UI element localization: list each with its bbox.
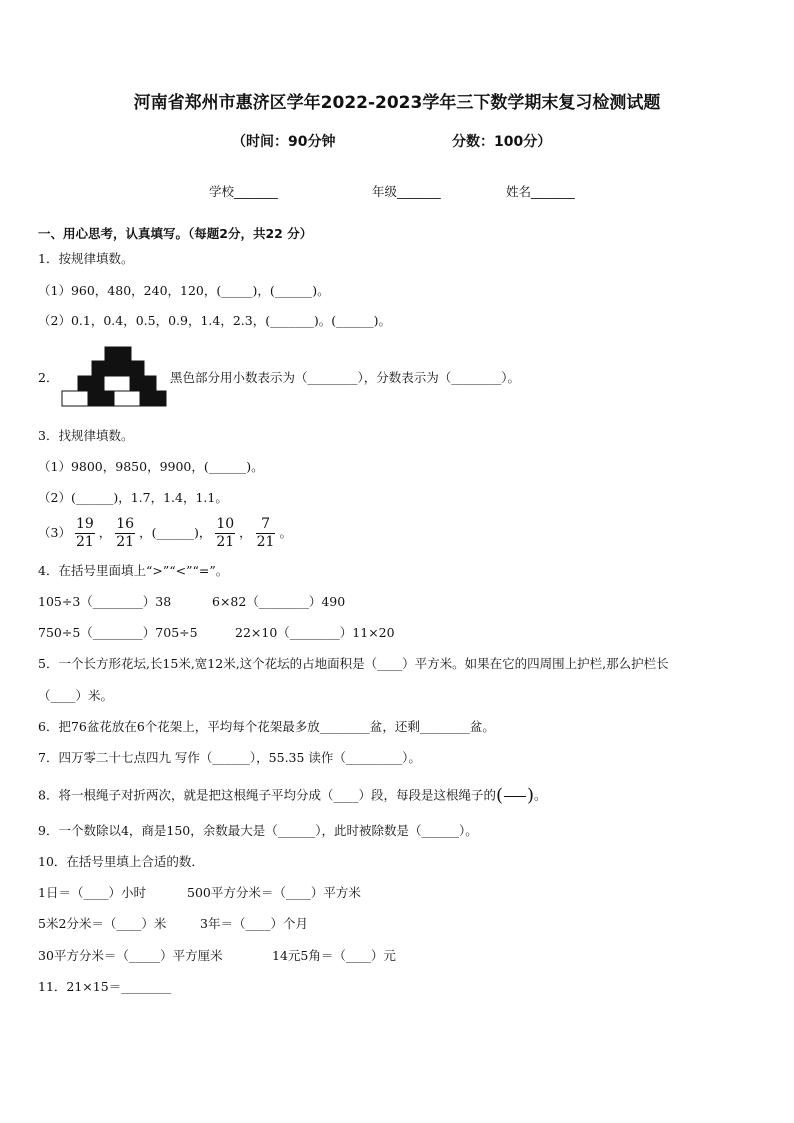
comma: ， (239, 525, 252, 540)
q4-compare-2b: 22×10（________）11×20 (235, 625, 395, 640)
grade-field: 年级_______ (372, 184, 441, 199)
q10-item-c: 5米2分米＝（____）米 (38, 916, 167, 931)
q4-compare-1a: 105÷3（________）38 (38, 594, 172, 609)
question-11: 11．21×15＝________ (38, 979, 172, 994)
question-3-part-1: （1）9800，9850，9900，(______)。 (38, 459, 264, 474)
question-8-text: 8．将一根绳子对折两次，就是把这根绳子平均分成（____）段，每段是这根绳子的 (38, 787, 496, 803)
total-score: 分数：100分） (452, 134, 552, 150)
q10-item-d: 3年＝（____）个月 (200, 916, 308, 931)
fraction-blank: ( ) (495, 785, 535, 806)
fraction-16-21: $\frac{16}{21}$ (116, 516, 135, 550)
question-1-part-2: （2）0.1，0.4，0.5，0.9，1.4，2.3，(_______)。(______)。 (38, 313, 391, 328)
question-8 (38, 787, 547, 805)
question-3-part-3 (38, 514, 292, 552)
question-1-part-1: （1）960，480，240，120，(_____)，(______)。 (38, 283, 330, 298)
section-heading: 一、用心思考，认真填写。（每题2分，共22 分） (38, 226, 313, 241)
q3-blank: ，(______)， (139, 525, 212, 540)
question-6: 6．把76盆花放在6个花架上，平均每个花架最多放________盆，还剩________盆。 (38, 719, 495, 734)
q10-item-a: 1日＝（____）小时 (38, 885, 146, 900)
period: 。 (279, 525, 292, 540)
question-2-text: 黑色部分用小数表示为（________），分数表示为（________）。 (170, 370, 521, 385)
q4-compare-2a: 750÷5（________）705÷5 (38, 625, 198, 640)
page-title: 河南省郑州市惠济区学年2022-2023学年三下数学期末复习检测试题 (133, 93, 661, 113)
period: 。 (534, 787, 547, 803)
question-5-line-2: （____）米。 (38, 688, 114, 703)
question-7: 7．四万零二十七点四九 写作（______），55.35 读作（_________）。 (38, 750, 421, 765)
question-4-stem: 4．在括号里面填上“>”“<”“=”。 (38, 563, 229, 578)
question-1-stem: 1．按规律填数。 (38, 251, 134, 266)
question-2-number: 2． (38, 370, 59, 385)
q10-item-b: 500平方分米＝（____）平方米 (187, 885, 361, 900)
school-field: 学校_______ (209, 184, 278, 199)
fraction-10-21: $\frac{10}{21}$ (216, 516, 235, 550)
name-field: 姓名_______ (506, 184, 575, 199)
q10-item-e: 30平方分米＝（_____）平方厘米 (38, 948, 223, 963)
q10-item-f: 14元5角＝（____）元 (272, 948, 396, 963)
question-3-stem: 3．找规律填数。 (38, 428, 134, 443)
q4-compare-1b: 6×82（________）490 (212, 594, 346, 609)
comma: ， (98, 525, 112, 540)
question-9: 9．一个数除以4，商是150，余数最大是（______），此时被除数是（______）。 (38, 823, 478, 838)
question-5-line-1: 5．一个长方形花坛,长15米,宽12米,这个花坛的占地面积是（____）平方米。如果在它的四周围上护栏,那么护栏长 (38, 656, 669, 671)
question-10-stem: 10．在括号里填上合适的数． (38, 854, 204, 869)
fraction-7-21: $\frac{7}{21}$ (256, 516, 275, 550)
time-limit: （时间：90分钟 (232, 134, 336, 150)
question-3-part-2: （2）(______)，1.7，1.4，1.1。 (38, 490, 228, 505)
fraction-19-21: $\frac{19}{21}$ (75, 516, 94, 550)
block-pyramid-figure (60, 346, 170, 408)
q3-part3-label: （3） (38, 525, 71, 540)
